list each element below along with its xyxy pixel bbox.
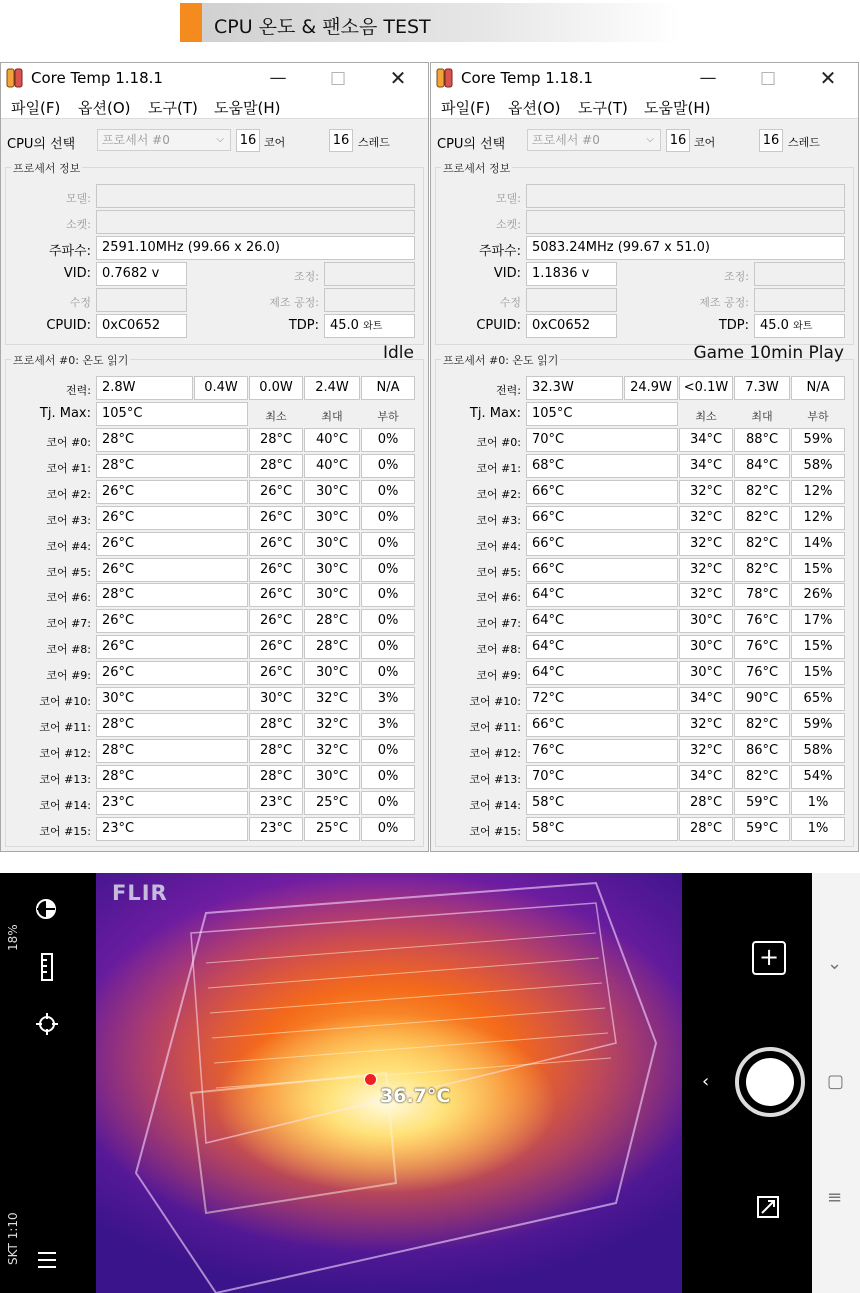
core-min: 32°C: [679, 506, 733, 530]
crosshair-icon[interactable]: [35, 1012, 59, 1036]
core-label: 코어 #11:: [469, 720, 521, 734]
core-min: 28°C: [249, 739, 303, 763]
tjmax-field: 105°C: [526, 402, 678, 426]
threads-count: 16: [759, 129, 783, 152]
power-gpu: 2.4W: [304, 376, 360, 400]
threads-count: 16: [329, 129, 353, 152]
frequency-label: 주파수:: [48, 244, 91, 259]
socket-label: 소켓:: [496, 218, 521, 231]
tdp-value: 45.0: [330, 318, 359, 333]
core-label: 코어 #15:: [469, 824, 521, 838]
core-temp: 66°C: [526, 480, 678, 504]
core-label: 코어 #11:: [39, 720, 91, 734]
core-load: 58%: [791, 739, 845, 763]
core-min: 32°C: [679, 532, 733, 556]
menu-tools[interactable]: 도구(T): [578, 99, 628, 117]
processor-select-value: 프로세서 #0: [102, 133, 170, 147]
frequency-field: 2591.10MHz (99.66 x 26.0): [96, 236, 415, 260]
core-load: 0%: [361, 532, 415, 556]
camera-left-toolbar: [0, 873, 96, 1293]
core-label: 코어 #9:: [476, 669, 521, 683]
menu-tools[interactable]: 도구(T): [148, 99, 198, 117]
core-load: 59%: [791, 713, 845, 737]
core-label: 코어 #6:: [476, 591, 521, 605]
power-uncore: 0.0W: [249, 376, 303, 400]
core-load: 15%: [791, 661, 845, 685]
core-temp: 64°C: [526, 583, 678, 607]
core-label: 코어 #1:: [46, 461, 91, 475]
core-load: 0%: [361, 817, 415, 841]
capture-button-inner: [746, 1058, 794, 1106]
tdp-label: TDP:: [288, 318, 319, 333]
palette-icon[interactable]: [35, 898, 57, 920]
core-label: 코어 #3:: [46, 513, 91, 527]
core-load: 14%: [791, 532, 845, 556]
capture-button[interactable]: [735, 1047, 805, 1117]
core-temp: 28°C: [96, 583, 248, 607]
core-max: 30°C: [304, 765, 360, 789]
coretemp-app-icon: [5, 67, 25, 89]
core-temp: 26°C: [96, 635, 248, 659]
core-label: 코어 #8:: [46, 643, 91, 657]
minimize-button[interactable]: —: [699, 68, 717, 88]
core-temp: 68°C: [526, 454, 678, 478]
core-max: 30°C: [304, 480, 360, 504]
core-temp: 66°C: [526, 506, 678, 530]
core-label: 코어 #2:: [46, 487, 91, 501]
power-package: 2.8W: [96, 376, 193, 400]
core-load: 0%: [361, 791, 415, 815]
core-label: 코어 #12:: [469, 746, 521, 760]
cpuid-field: 0xC0652: [526, 314, 617, 338]
core-temp: 66°C: [526, 532, 678, 556]
core-temp: 58°C: [526, 791, 678, 815]
revision-field: [96, 288, 187, 312]
temperature-section-title: 프로세서 #0: 온도 읽기: [13, 354, 129, 367]
core-min: 32°C: [679, 480, 733, 504]
core-min: 30°C: [679, 609, 733, 633]
core-temp: 26°C: [96, 506, 248, 530]
test-condition-note: Idle: [383, 343, 414, 363]
menu-options[interactable]: 옵션(O): [78, 99, 131, 117]
core-max: 28°C: [304, 609, 360, 633]
core-max: 90°C: [734, 687, 790, 711]
core-label: 코어 #1:: [476, 461, 521, 475]
chevron-down-icon[interactable]: ⌄: [827, 953, 843, 974]
tjmax-label: Tj. Max:: [469, 406, 521, 421]
core-temp: 66°C: [526, 558, 678, 582]
coretemp-window-1: [0, 62, 429, 852]
core-label: 코어 #7:: [46, 617, 91, 631]
power-cores: 0.4W: [194, 376, 248, 400]
core-label: 코어 #10:: [469, 695, 521, 708]
thermal-camera-screen: [0, 873, 860, 1293]
core-label: 코어 #9:: [46, 669, 91, 683]
vid-label: VID:: [493, 266, 521, 281]
status-battery: 18%: [6, 924, 20, 951]
menu-bar: [431, 93, 858, 119]
core-label: 코어 #5:: [476, 565, 521, 579]
core-max: 78°C: [734, 583, 790, 607]
core-temp: 28°C: [96, 765, 248, 789]
adjust-field: [324, 262, 415, 286]
spot-marker: [364, 1073, 377, 1086]
cpuid-field: 0xC0652: [96, 314, 187, 338]
revision-field: [526, 288, 617, 312]
core-temp: 23°C: [96, 817, 248, 841]
core-min: 28°C: [679, 791, 733, 815]
tdp-unit: 와트: [363, 321, 383, 332]
maximize-button[interactable]: □: [329, 68, 347, 88]
core-max: 82°C: [734, 480, 790, 504]
core-max: 30°C: [304, 532, 360, 556]
core-temp: 64°C: [526, 635, 678, 659]
core-temp: 66°C: [526, 713, 678, 737]
core-max: 82°C: [734, 558, 790, 582]
processor-select-value: 프로세서 #0: [532, 133, 600, 147]
cores-count: 16: [666, 129, 690, 152]
core-max: 82°C: [734, 713, 790, 737]
core-label: 코어 #6:: [46, 591, 91, 605]
column-max-header: 최대: [321, 410, 343, 423]
threads-label: 스레드: [358, 136, 390, 149]
model-field: [96, 184, 415, 208]
core-temp: 70°C: [526, 765, 678, 789]
core-temp: 26°C: [96, 532, 248, 556]
cores-count: 16: [236, 129, 260, 152]
core-max: 28°C: [304, 635, 360, 659]
core-label: 코어 #7:: [476, 617, 521, 631]
core-max: 30°C: [304, 583, 360, 607]
core-max: 82°C: [734, 532, 790, 556]
power-label: 전력:: [496, 384, 521, 397]
core-label: 코어 #12:: [39, 746, 91, 760]
menu-icon[interactable]: [37, 1251, 57, 1269]
tjmax-label: Tj. Max:: [39, 406, 91, 421]
core-label: 코어 #4:: [46, 539, 91, 553]
core-temp: 28°C: [96, 713, 248, 737]
core-min: 26°C: [249, 480, 303, 504]
coretemp-app-icon: [435, 67, 455, 89]
maximize-button[interactable]: □: [759, 68, 777, 88]
core-min: 32°C: [679, 583, 733, 607]
core-min: 26°C: [249, 506, 303, 530]
core-max: 84°C: [734, 454, 790, 478]
core-temp: 28°C: [96, 428, 248, 452]
core-max: 30°C: [304, 661, 360, 685]
socket-field: [96, 210, 415, 234]
temperature-section-title: 프로세서 #0: 온도 읽기: [443, 354, 559, 367]
tdp-field: [754, 314, 845, 338]
core-min: 26°C: [249, 609, 303, 633]
core-load: 65%: [791, 687, 845, 711]
core-load: 59%: [791, 428, 845, 452]
tdp-value: 45.0: [760, 318, 789, 333]
core-max: 40°C: [304, 428, 360, 452]
threads-label: 스레드: [788, 136, 820, 149]
core-max: 86°C: [734, 739, 790, 763]
core-temp: 30°C: [96, 687, 248, 711]
core-load: 17%: [791, 609, 845, 633]
title-bar: [1, 63, 428, 93]
core-label: 코어 #4:: [476, 539, 521, 553]
core-label: 코어 #14:: [469, 798, 521, 812]
power-gpu: 7.3W: [734, 376, 790, 400]
home-icon[interactable]: ▢: [827, 1071, 845, 1092]
flir-logo: FLIR: [112, 881, 168, 905]
add-measurement-button[interactable]: +: [752, 941, 786, 975]
core-max: 25°C: [304, 817, 360, 841]
core-load: 0%: [361, 558, 415, 582]
core-label: 코어 #8:: [476, 643, 521, 657]
core-max: 32°C: [304, 713, 360, 737]
core-load: 3%: [361, 713, 415, 737]
core-min: 32°C: [679, 558, 733, 582]
core-label: 코어 #2:: [476, 487, 521, 501]
power-label: 전력:: [66, 384, 91, 397]
core-load: 12%: [791, 506, 845, 530]
core-min: 32°C: [679, 739, 733, 763]
core-min: 26°C: [249, 532, 303, 556]
lithography-label: 제조 공정:: [699, 296, 749, 309]
core-max: 25°C: [304, 791, 360, 815]
menu-file[interactable]: 파일(F): [11, 99, 61, 117]
core-label: 코어 #13:: [39, 772, 91, 786]
cpuid-label: CPUID:: [46, 318, 91, 333]
chevron-left-icon[interactable]: ‹: [702, 1071, 710, 1092]
core-temp: 23°C: [96, 791, 248, 815]
core-load: 0%: [361, 739, 415, 763]
core-min: 28°C: [249, 428, 303, 452]
processor-info-title: 프로세서 정보: [13, 162, 81, 175]
ruler-icon[interactable]: [38, 953, 56, 981]
cpu-select-label: CPU의 선택: [437, 137, 506, 152]
close-button[interactable]: ✕: [389, 66, 407, 90]
tdp-field: [324, 314, 415, 338]
core-min: 30°C: [249, 687, 303, 711]
core-min: 34°C: [679, 428, 733, 452]
processor-select[interactable]: [527, 129, 661, 151]
core-min: 34°C: [679, 765, 733, 789]
adjust-label: 조정:: [724, 270, 749, 283]
revision-label: 수정: [69, 296, 91, 309]
column-min-header: 최소: [695, 410, 717, 423]
window-title: Core Temp 1.18.1: [31, 69, 163, 87]
title-bar: [431, 63, 858, 93]
vid-field: 0.7682 v: [96, 262, 187, 286]
column-max-header: 최대: [751, 410, 773, 423]
core-temp: 28°C: [96, 739, 248, 763]
core-min: 28°C: [679, 817, 733, 841]
core-min: 34°C: [679, 454, 733, 478]
core-temp: 26°C: [96, 609, 248, 633]
core-max: 88°C: [734, 428, 790, 452]
socket-label: 소켓:: [66, 218, 91, 231]
power-cores: 24.9W: [624, 376, 678, 400]
core-load: 54%: [791, 765, 845, 789]
core-min: 23°C: [249, 817, 303, 841]
cpu-select-label: CPU의 선택: [7, 137, 76, 152]
revision-label: 수정: [499, 296, 521, 309]
core-load: 0%: [361, 506, 415, 530]
core-load: 0%: [361, 765, 415, 789]
core-temp: 70°C: [526, 428, 678, 452]
core-load: 0%: [361, 428, 415, 452]
socket-field: [526, 210, 845, 234]
core-label: 코어 #5:: [46, 565, 91, 579]
laptop-thermal-outline: [96, 873, 682, 1293]
window-title: Core Temp 1.18.1: [461, 69, 593, 87]
core-temp: 64°C: [526, 661, 678, 685]
spot-temperature: 36.7°C: [380, 1085, 451, 1107]
frequency-field: 5083.24MHz (99.67 x 51.0): [526, 236, 845, 260]
power-uncore: <0.1W: [679, 376, 733, 400]
core-load: 1%: [791, 791, 845, 815]
core-temp: 64°C: [526, 609, 678, 633]
core-min: 26°C: [249, 661, 303, 685]
core-min: 28°C: [249, 454, 303, 478]
cpuid-label: CPUID:: [476, 318, 521, 333]
core-load: 0%: [361, 583, 415, 607]
core-temp: 26°C: [96, 661, 248, 685]
core-min: 26°C: [249, 635, 303, 659]
menu-help[interactable]: 도움말(H): [644, 99, 711, 117]
column-load-header: 부하: [807, 410, 829, 423]
vid-field: 1.1836 v: [526, 262, 617, 286]
core-temp: 76°C: [526, 739, 678, 763]
core-load: 0%: [361, 609, 415, 633]
core-load: 12%: [791, 480, 845, 504]
lithography-field: [754, 288, 845, 312]
lithography-label: 제조 공정:: [269, 296, 319, 309]
chevron-down-icon: ⌵: [216, 134, 224, 145]
menu-options[interactable]: 옵션(O): [508, 99, 561, 117]
lithography-field: [324, 288, 415, 312]
core-load: 0%: [361, 480, 415, 504]
tjmax-field: 105°C: [96, 402, 248, 426]
core-load: 15%: [791, 558, 845, 582]
adjust-field: [754, 262, 845, 286]
core-max: 59°C: [734, 791, 790, 815]
model-label: 모델:: [496, 192, 521, 205]
android-nav-bar: [812, 873, 860, 1293]
core-min: 34°C: [679, 687, 733, 711]
core-max: 76°C: [734, 661, 790, 685]
test-condition-note: Game 10min Play: [693, 343, 844, 363]
core-max: 32°C: [304, 687, 360, 711]
core-max: 30°C: [304, 558, 360, 582]
core-temp: 28°C: [96, 454, 248, 478]
core-min: 28°C: [249, 713, 303, 737]
power-dram: N/A: [791, 376, 845, 400]
core-label: 코어 #0:: [46, 436, 91, 449]
core-max: 82°C: [734, 765, 790, 789]
core-max: 59°C: [734, 817, 790, 841]
camera-right-toolbar: [682, 873, 812, 1293]
core-min: 28°C: [249, 765, 303, 789]
cores-label: 코어: [264, 136, 286, 149]
core-label: 코어 #13:: [469, 772, 521, 786]
core-max: 76°C: [734, 609, 790, 633]
core-label: 코어 #0:: [476, 436, 521, 449]
core-load: 0%: [361, 454, 415, 478]
column-load-header: 부하: [377, 410, 399, 423]
core-load: 0%: [361, 635, 415, 659]
model-field: [526, 184, 845, 208]
core-max: 76°C: [734, 635, 790, 659]
adjust-label: 조정:: [294, 270, 319, 283]
tdp-label: TDP:: [718, 318, 749, 333]
vid-label: VID:: [63, 266, 91, 281]
banner-title: CPU 온도 & 팬소음 TEST: [214, 16, 431, 38]
core-min: 26°C: [249, 558, 303, 582]
coretemp-window-2: [430, 62, 859, 852]
column-min-header: 최소: [265, 410, 287, 423]
gallery-icon[interactable]: [756, 1195, 780, 1219]
core-min: 26°C: [249, 583, 303, 607]
core-load: 1%: [791, 817, 845, 841]
power-package: 32.3W: [526, 376, 623, 400]
chevron-down-icon: ⌵: [646, 134, 654, 145]
core-min: 30°C: [679, 661, 733, 685]
core-min: 23°C: [249, 791, 303, 815]
processor-select[interactable]: [97, 129, 231, 151]
menu-bar: [1, 93, 428, 119]
processor-info-title: 프로세서 정보: [443, 162, 511, 175]
menu-help[interactable]: 도움말(H): [214, 99, 281, 117]
core-min: 32°C: [679, 713, 733, 737]
core-max: 32°C: [304, 739, 360, 763]
core-max: 40°C: [304, 454, 360, 478]
core-label: 코어 #10:: [39, 695, 91, 708]
core-temp: 72°C: [526, 687, 678, 711]
cores-label: 코어: [694, 136, 716, 149]
model-label: 모델:: [66, 192, 91, 205]
close-button[interactable]: ✕: [819, 66, 837, 90]
frequency-label: 주파수:: [478, 244, 521, 259]
core-load: 15%: [791, 635, 845, 659]
core-load: 26%: [791, 583, 845, 607]
core-load: 3%: [361, 687, 415, 711]
core-temp: 26°C: [96, 480, 248, 504]
minimize-button[interactable]: —: [269, 68, 287, 88]
menu-file[interactable]: 파일(F): [441, 99, 491, 117]
core-max: 82°C: [734, 506, 790, 530]
core-load: 0%: [361, 661, 415, 685]
tdp-unit: 와트: [793, 321, 813, 332]
header-banner: [180, 3, 680, 42]
core-min: 30°C: [679, 635, 733, 659]
core-max: 30°C: [304, 506, 360, 530]
status-time: SKT 1:10: [6, 1212, 20, 1265]
core-temp: 58°C: [526, 817, 678, 841]
power-dram: N/A: [361, 376, 415, 400]
core-load: 58%: [791, 454, 845, 478]
recents-icon[interactable]: ≡: [827, 1187, 843, 1208]
banner-accent: [180, 3, 202, 42]
core-temp: 26°C: [96, 558, 248, 582]
core-label: 코어 #3:: [476, 513, 521, 527]
core-label: 코어 #14:: [39, 798, 91, 812]
core-label: 코어 #15:: [39, 824, 91, 838]
thermal-image: [96, 873, 682, 1293]
